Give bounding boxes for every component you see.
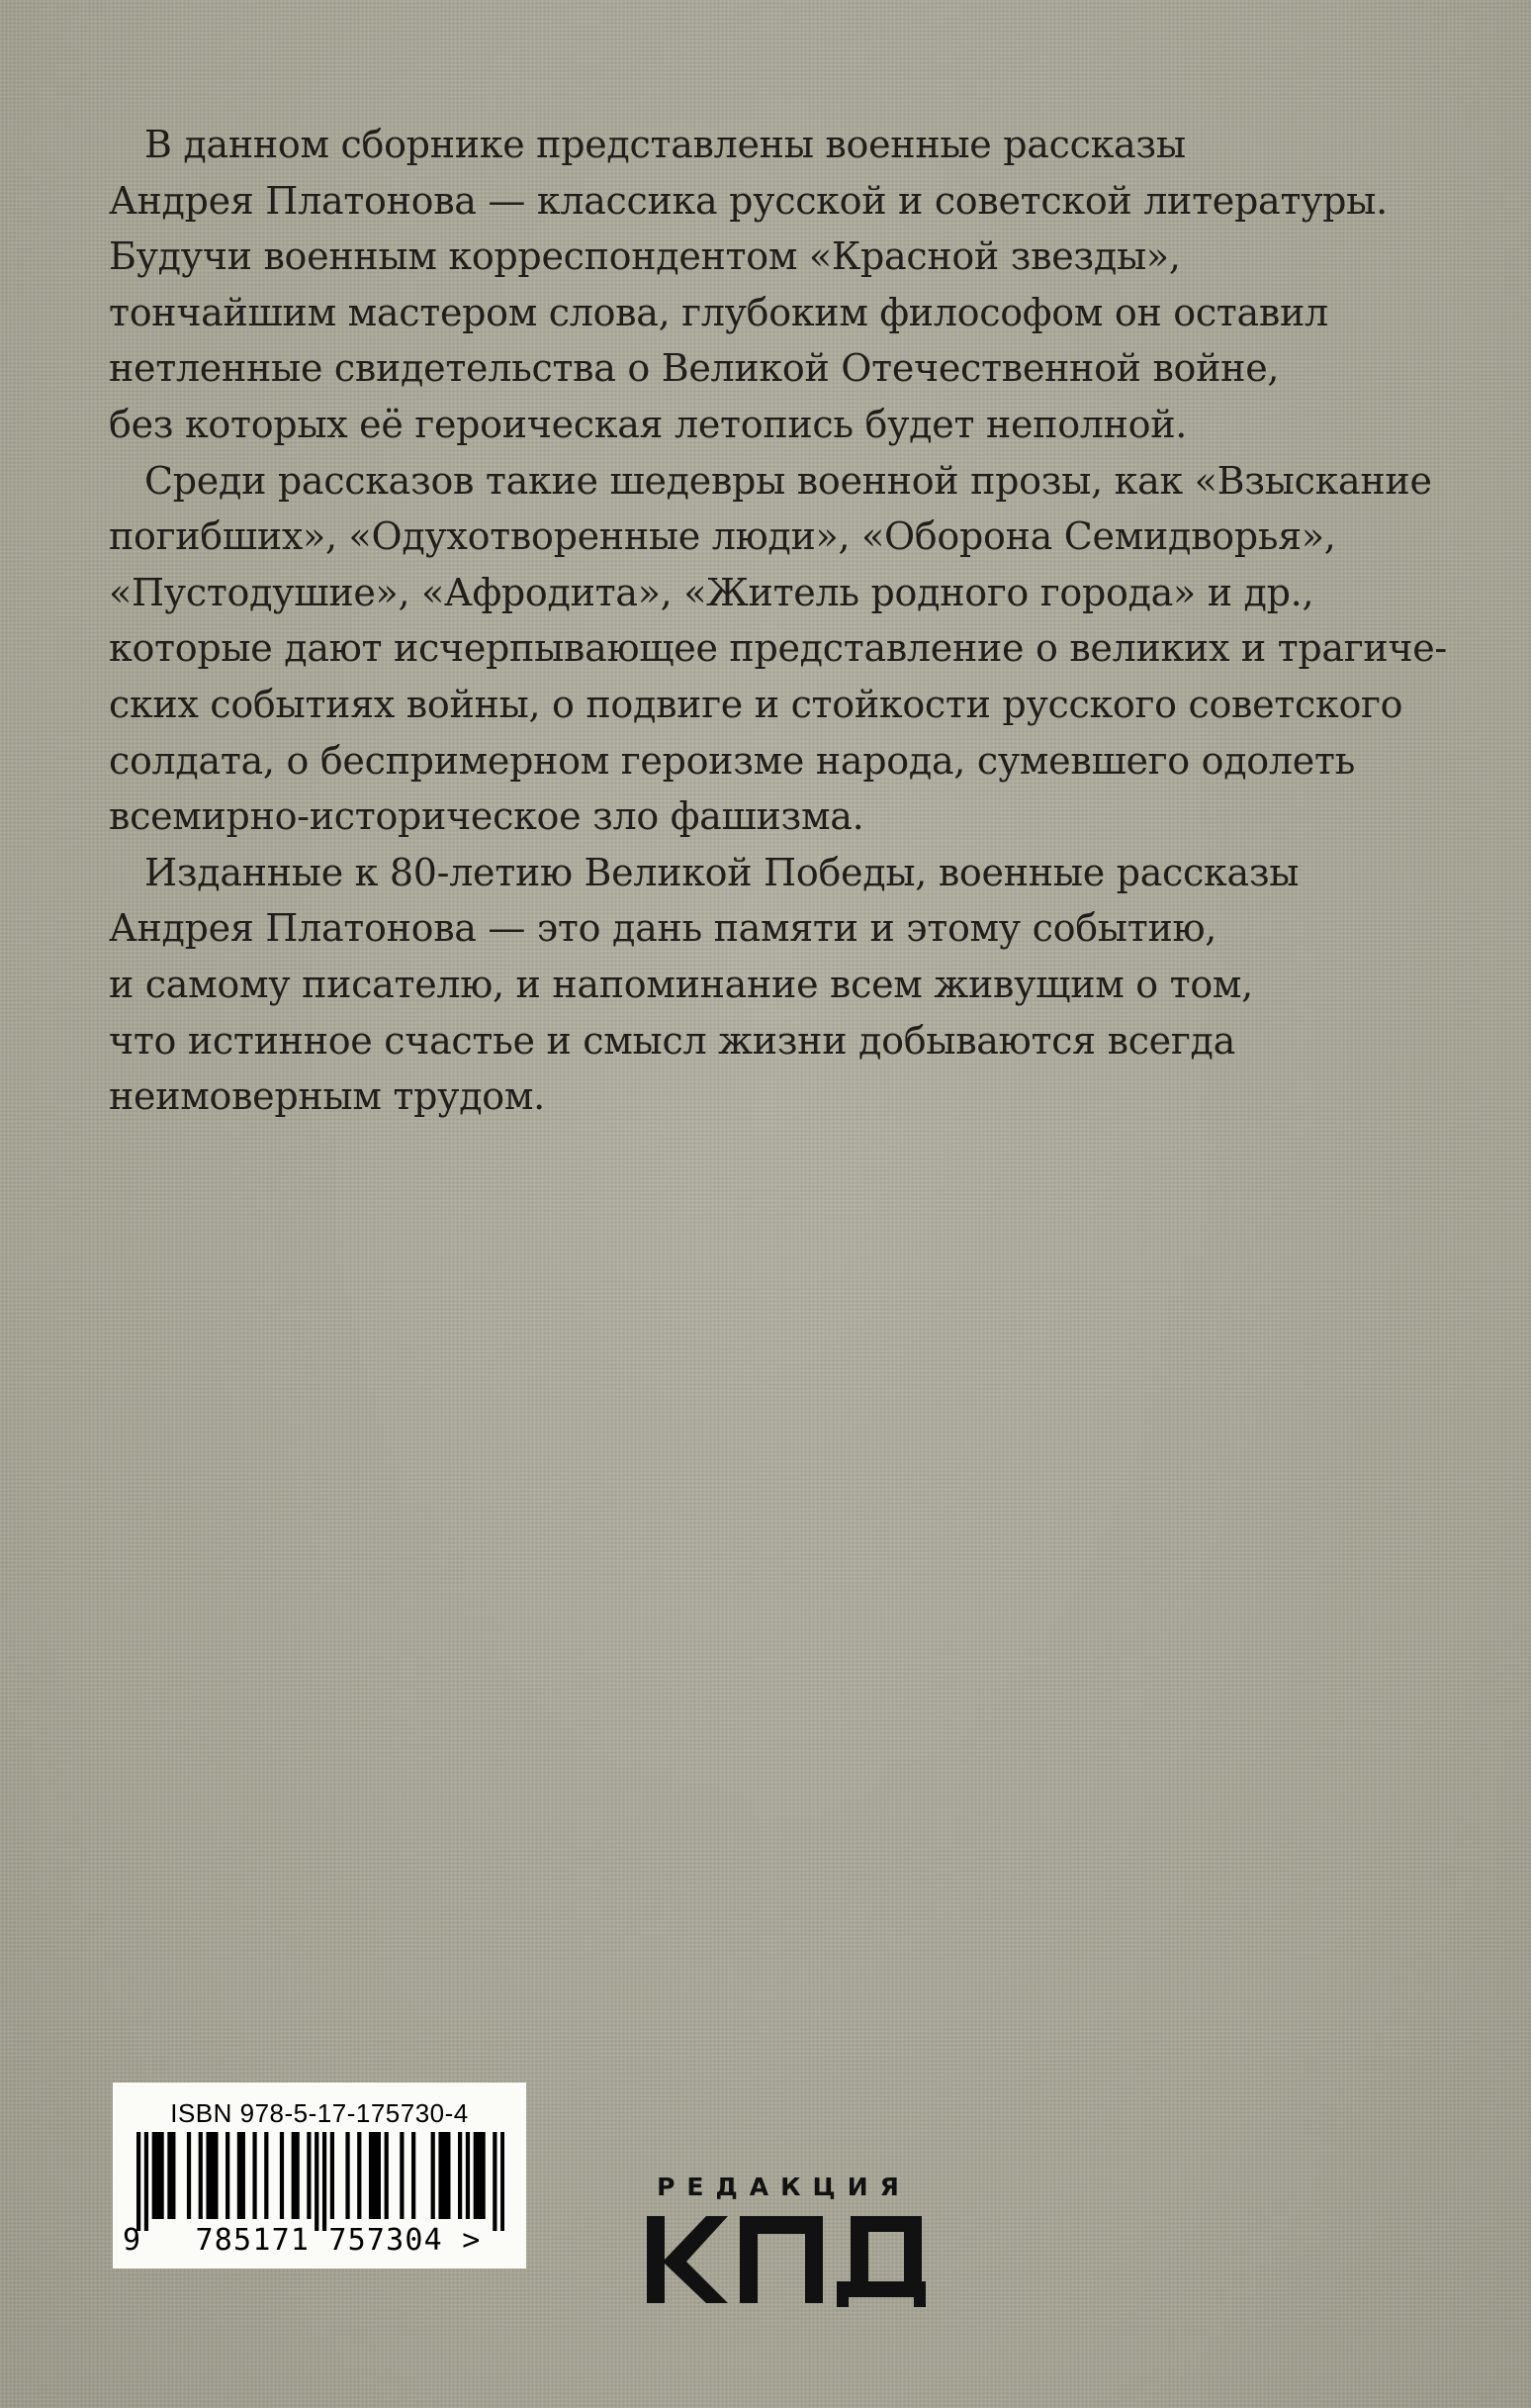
barcode-bar [264, 2132, 268, 2219]
barcode-bar [307, 2132, 311, 2219]
text-line: В данном сборнике представлены военные рассказы [144, 123, 1186, 166]
text-line: Изданные к 80-летию Великой Победы, военные рассказы [144, 850, 1300, 894]
isbn-barcode-block [113, 2083, 526, 2269]
barcode-bar [187, 2132, 191, 2219]
barcode-bar [330, 2132, 334, 2219]
barcode-bar [171, 2132, 175, 2219]
barcode-bar [377, 2132, 381, 2219]
barcode-bar [136, 2132, 140, 2231]
text-line: всемирно-историческое зло фашизма. [109, 794, 864, 839]
barcode-bar [369, 2132, 373, 2219]
barcode-bar [482, 2132, 486, 2219]
annotation-text [109, 117, 1447, 1125]
barcode-bar [241, 2132, 245, 2219]
text-line: без которых её героическая летопись будет неполной. [109, 402, 1188, 446]
barcode-bar [199, 2132, 203, 2219]
barcode-bar [357, 2132, 361, 2219]
barcode-bar [458, 2132, 462, 2219]
barcode-bar [206, 2132, 210, 2219]
annotation-paragraph-2 [109, 453, 1447, 845]
barcode-bar [431, 2132, 435, 2219]
text-line: Андрея Платонова — это дань памяти и этому событию, [109, 906, 1217, 951]
publisher-label: РЕДАКЦИЯ [657, 2173, 911, 2201]
text-line: Среди рассказов такие шедевры военной прозы, как «Взыскание [144, 458, 1432, 503]
barcode-bar [373, 2132, 377, 2219]
barcode-bar [296, 2132, 300, 2219]
barcode-bars [136, 2132, 504, 2231]
barcode-bar [442, 2132, 446, 2219]
text-line: тончайшим мастером слова, глубоким философом он оставил [109, 290, 1328, 334]
barcode-bar [252, 2132, 256, 2219]
annotation-paragraph-3 [109, 845, 1434, 1125]
text-line: неимоверным трудом. [109, 1074, 545, 1119]
barcode-bar [315, 2132, 318, 2231]
barcode-bar [156, 2132, 160, 2219]
barcode-bar [345, 2132, 349, 2219]
text-line: погибших», «Одухотворенные люди», «Оборона Семидворья», [109, 514, 1336, 559]
text-line: Будучи военным корреспондентом «Красной звезды», [109, 234, 1181, 279]
barcode-bar [446, 2132, 450, 2219]
barcode-bar [292, 2132, 296, 2219]
ean-first-digit: 9 [123, 2223, 141, 2258]
text-line: ских событиях войны, о подвиге и стойкости русского советского [109, 682, 1403, 726]
barcode-bar [167, 2132, 171, 2219]
text-line: Андрея Платонова — классика русской и советской литературы. [109, 178, 1388, 223]
text-line: нетленные свидетельства о Великой Отечественной войне, [109, 346, 1280, 391]
barcode-bar [237, 2132, 241, 2219]
barcode-bar [210, 2132, 214, 2219]
ean-digits: 785171 757304 > [195, 2223, 482, 2258]
barcode-bar [159, 2132, 163, 2219]
barcode-bar [500, 2132, 504, 2231]
text-line: солдата, о беспримерном героизме народа, сумевшего одолеть [109, 738, 1356, 783]
text-line: «Пустодушие», «Афродита», «Житель родного города» и др., [109, 570, 1314, 614]
barcode-bar [400, 2132, 404, 2219]
isbn-label: ISBN 978-5-17-175730-4 [170, 2098, 469, 2128]
barcode-bar [478, 2132, 482, 2219]
barcode-bar [214, 2132, 218, 2219]
barcode-bar [493, 2132, 496, 2231]
text-line: которые дают исчерпывающее представление о великих и трагиче- [109, 626, 1447, 671]
barcode-bar [474, 2132, 478, 2219]
barcode-bar [225, 2132, 229, 2219]
barcode-bar [322, 2132, 326, 2231]
barcode-bar [411, 2132, 415, 2219]
text-line: и самому писателю, и напоминание всем живущим о том, [109, 962, 1253, 1006]
barcode-bar [280, 2132, 284, 2219]
barcode-bar [438, 2132, 442, 2219]
text-line: что истинное счастье и смысл жизни добываются всегда [109, 1018, 1235, 1063]
barcode-bar [152, 2132, 156, 2219]
barcode-bar [385, 2132, 389, 2219]
barcode-bar [144, 2132, 148, 2231]
annotation-paragraph-1 [109, 117, 1434, 453]
barcode-bar [466, 2132, 470, 2219]
publisher-mark [643, 2173, 940, 2321]
kpd-logo-icon [643, 2210, 930, 2309]
